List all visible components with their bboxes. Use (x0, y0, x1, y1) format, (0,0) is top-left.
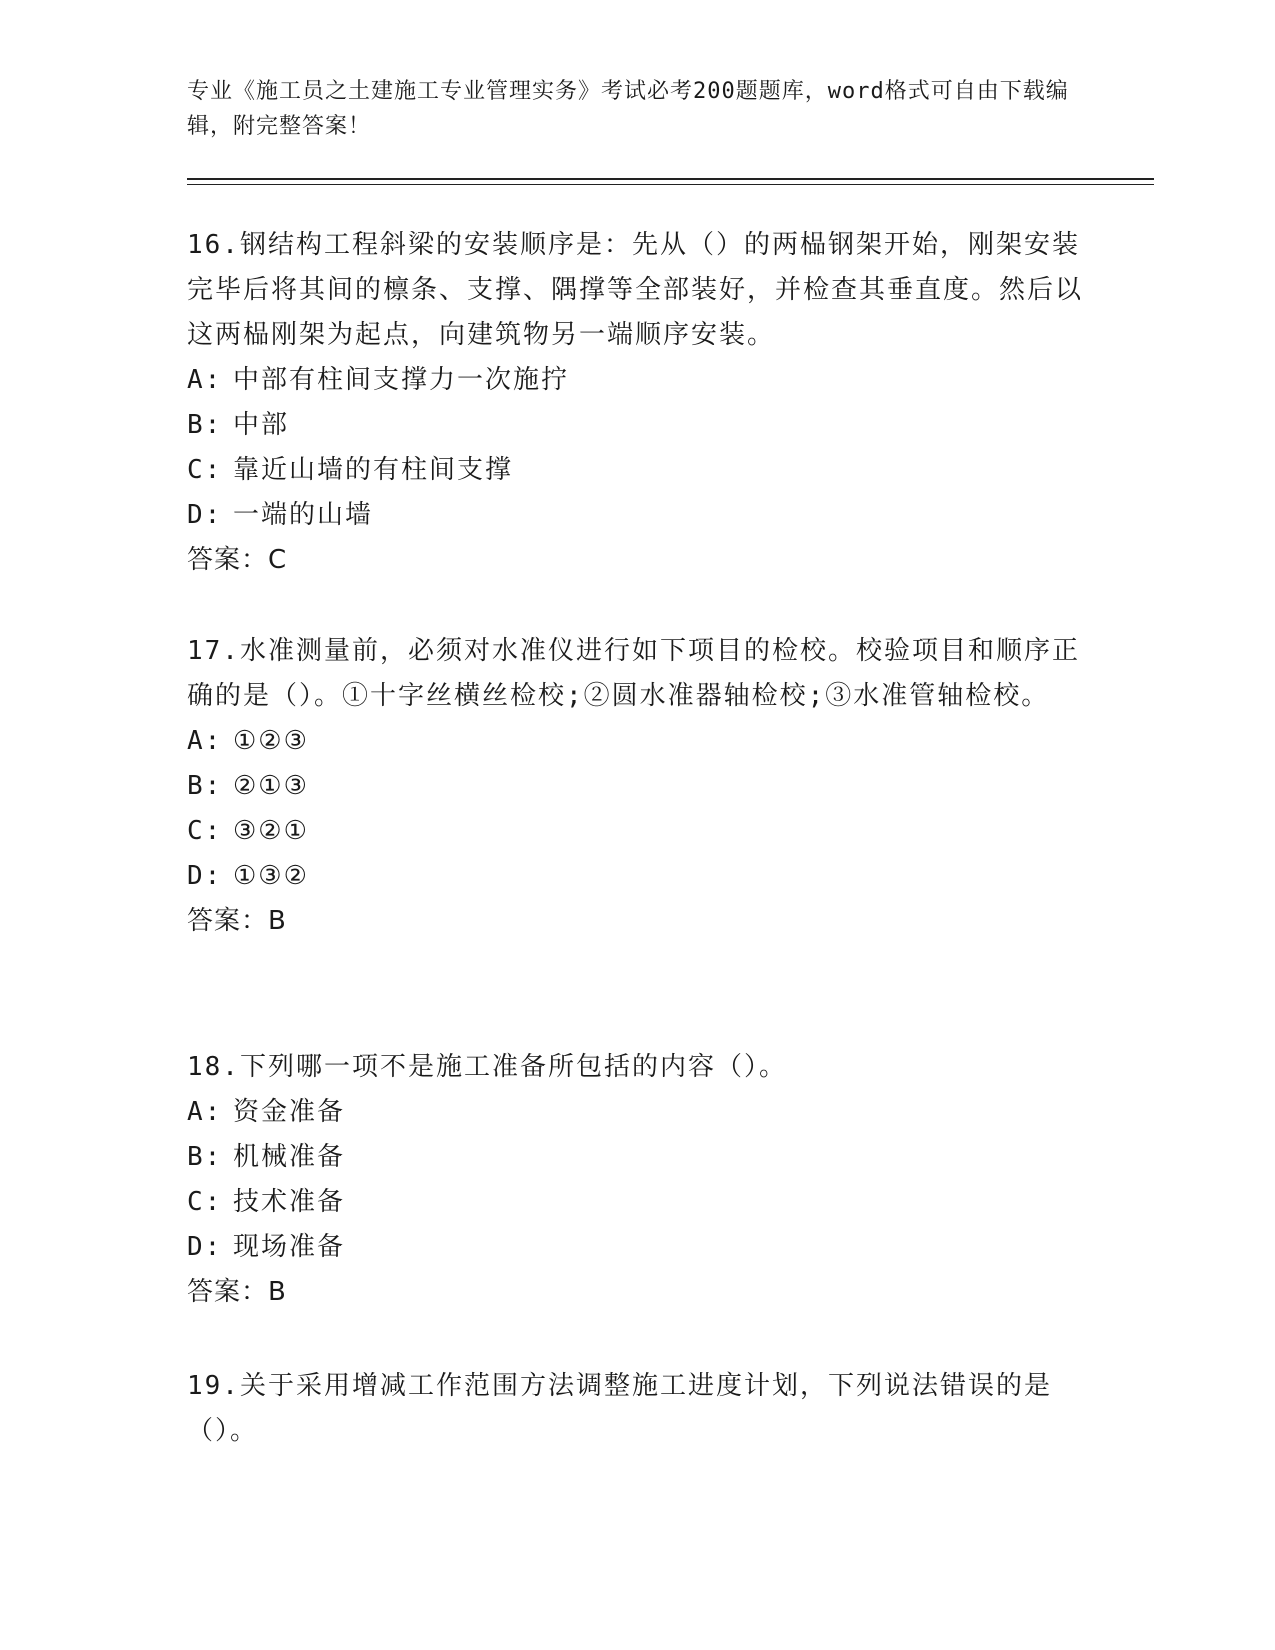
option-d (187, 493, 1087, 538)
question-stem: 16.钢结构工程斜梁的安装顺序是：先从（）的两榀钢架开始，刚架安装完毕后将其间的檩条、支撑、隅撑等全部装好，并检查其垂直度。然后以这两榀刚架为起点，向建筑物另一端顺序安装。 (187, 230, 1084, 350)
question-18 (187, 1045, 1087, 1315)
option-text: ③②① (233, 816, 309, 846)
option-a (187, 358, 1087, 403)
question-16 (187, 223, 1087, 583)
header-rule-thin (187, 184, 1154, 185)
option-text: 现场准备 (233, 1232, 346, 1262)
option-letter: B: (187, 1142, 223, 1172)
option-letter: A: (187, 726, 223, 756)
option-letter: C: (187, 816, 223, 846)
header-rule-thick (187, 178, 1154, 180)
option-letter: D: (187, 1232, 223, 1262)
option-b (187, 1135, 1087, 1180)
option-letter: D: (187, 861, 223, 891)
option-d (187, 854, 1087, 899)
option-text: 机械准备 (233, 1142, 346, 1172)
option-text: 靠近山墙的有柱间支撑 (233, 455, 514, 485)
option-text: 中部 (233, 410, 290, 440)
option-text: ①②③ (233, 726, 309, 756)
option-a (187, 1090, 1087, 1135)
option-text: 资金准备 (233, 1097, 346, 1127)
answer-line: 答案：B (187, 906, 287, 936)
option-text: ①③② (233, 861, 309, 891)
answer-line: 答案：B (187, 1277, 287, 1307)
question-stem: 19.关于采用增减工作范围方法调整施工进度计划，下列说法错误的是（）。 (187, 1371, 1052, 1446)
option-letter: B: (187, 410, 223, 440)
option-letter: C: (187, 1187, 223, 1217)
option-letter: B: (187, 771, 223, 801)
answer-line: 答案：C (187, 545, 288, 575)
option-d (187, 1225, 1087, 1270)
option-text: ②①③ (233, 771, 309, 801)
option-b (187, 403, 1087, 448)
option-text: 中部有柱间支撑力一次施拧 (233, 365, 570, 395)
question-19 (187, 1364, 1087, 1454)
option-letter: A: (187, 1097, 223, 1127)
option-text: 技术准备 (233, 1187, 346, 1217)
document-header: 专业《施工员之土建施工专业管理实务》考试必考200题题库，word格式可自由下载编辑，附完整答案！ (187, 79, 1069, 139)
option-c (187, 1180, 1087, 1225)
option-letter: A: (187, 365, 223, 395)
question-17 (187, 629, 1087, 944)
option-c (187, 448, 1087, 493)
option-a (187, 719, 1087, 764)
option-letter: C: (187, 455, 223, 485)
option-b (187, 764, 1087, 809)
option-c (187, 809, 1087, 854)
option-text: 一端的山墙 (233, 500, 374, 530)
question-stem: 18.下列哪一项不是施工准备所包括的内容（）。 (187, 1052, 787, 1082)
option-letter: D: (187, 500, 223, 530)
question-stem: 17.水准测量前，必须对水准仪进行如下项目的检校。校验项目和顺序正确的是（）。①十字丝横丝检校;②圆水准器轴检校;③水准管轴检校。 (187, 636, 1080, 711)
